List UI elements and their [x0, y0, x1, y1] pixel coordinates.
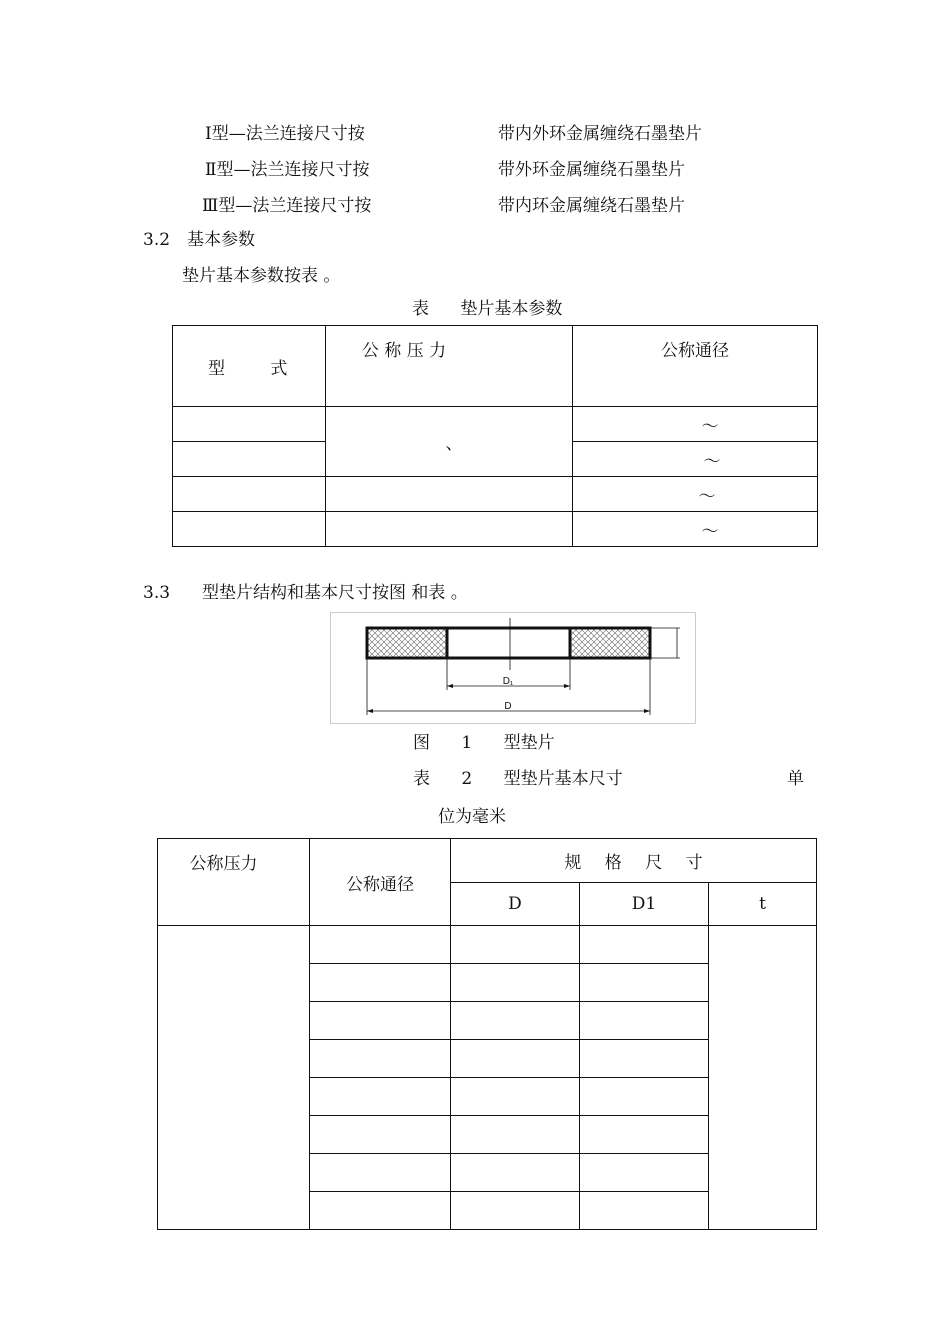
table2-header-pressure: 公称压力: [158, 839, 310, 926]
type-2-label: Ⅱ型—法兰连接尺寸按: [205, 160, 370, 180]
table1-header-pressure: 公 称 压 力: [326, 326, 573, 407]
table1-row4-diameter: ～: [573, 512, 818, 547]
table2-header-spec: 规 格 尺 寸: [451, 839, 817, 883]
table2-unit-1: 单: [787, 769, 804, 789]
table1-row3-type: [173, 477, 326, 512]
type-2-desc: 带外环金属缠绕石墨垫片: [498, 160, 685, 180]
table1-caption: 表 垫片基本参数: [412, 299, 563, 319]
section-3-2-title: 基本参数: [187, 230, 255, 250]
table2-t-cell: [709, 926, 817, 1230]
table2-unit-2: 位为毫米: [438, 807, 506, 827]
type-1-desc: 带内外环金属缠绕石墨垫片: [498, 124, 702, 144]
table2-diameter-cell: [310, 1192, 451, 1230]
section-3-3-text: 型垫片结构和基本尺寸按图 和表 。: [202, 583, 468, 603]
table1-header-diameter: 公称通径: [573, 326, 818, 407]
table1: [172, 325, 818, 547]
table1-header-type: 型 式: [173, 326, 326, 407]
table1-row1-type: [173, 407, 326, 442]
table1-row3-pressure: [326, 477, 573, 512]
table2-pressure-cell: [158, 926, 310, 1230]
table2-header-t: t: [709, 882, 817, 926]
table2-D1-cell: [580, 1192, 709, 1230]
table2-diameter-cell: [310, 1002, 451, 1040]
table2-diameter-cell: [310, 1078, 451, 1116]
table2: [157, 838, 817, 1230]
table2-header-D: D: [451, 882, 580, 926]
table2-D1-cell: [580, 1002, 709, 1040]
d1-label: D₁: [502, 676, 514, 687]
table2-D-cell: [451, 1116, 580, 1154]
table1-row1-diameter: ～: [573, 407, 818, 442]
table2-diameter-cell: [310, 926, 451, 964]
table2-diameter-cell: [310, 1116, 451, 1154]
table2-header-D1: D1: [580, 882, 709, 926]
table2-D1-cell: [580, 1078, 709, 1116]
table1-row4-pressure: [326, 512, 573, 547]
table2-D1-cell: [580, 926, 709, 964]
section-3-2-number: 3.2: [143, 230, 171, 250]
table2-D-cell: [451, 1002, 580, 1040]
section-3-2-body: 垫片基本参数按表 。: [182, 266, 341, 286]
table2-header-diameter: 公称通径: [310, 839, 451, 926]
table2-diameter-cell: [310, 1154, 451, 1192]
table2-caption: 表 2 型垫片基本尺寸: [413, 769, 623, 789]
table2-diameter-cell: [310, 1040, 451, 1078]
figure1: [330, 612, 696, 724]
table2-D-cell: [451, 1078, 580, 1116]
table1-merged-pressure: 、: [326, 407, 573, 477]
type-1-label: Ⅰ型—法兰连接尺寸按: [205, 124, 365, 144]
outer-ring-left: [367, 628, 447, 658]
outer-ring-right: [570, 628, 650, 658]
table1-row2-diameter: ～: [573, 442, 818, 477]
table2-D-cell: [451, 926, 580, 964]
table2-D-cell: [451, 1154, 580, 1192]
gasket-drawing: [330, 612, 696, 724]
section-3-3-number: 3.3: [143, 583, 171, 603]
table2-D1-cell: [580, 1040, 709, 1078]
table2-D-cell: [451, 1040, 580, 1078]
table2-D1-cell: [580, 964, 709, 1002]
inner-bore: [447, 628, 570, 658]
type-3-label: Ⅲ型—法兰连接尺寸按: [202, 196, 372, 216]
table2-D1-cell: [580, 1154, 709, 1192]
d-label: D: [504, 701, 512, 712]
table2-D-cell: [451, 964, 580, 1002]
type-3-desc: 带内环金属缠绕石墨垫片: [498, 196, 685, 216]
table2-D-cell: [451, 1192, 580, 1230]
table1-row4-type: [173, 512, 326, 547]
table2-D1-cell: [580, 1116, 709, 1154]
figure1-caption: 图 1 型垫片: [413, 733, 555, 753]
table1-row2-type: [173, 442, 326, 477]
table1-row3-diameter: ～: [573, 477, 818, 512]
table2-diameter-cell: [310, 964, 451, 1002]
